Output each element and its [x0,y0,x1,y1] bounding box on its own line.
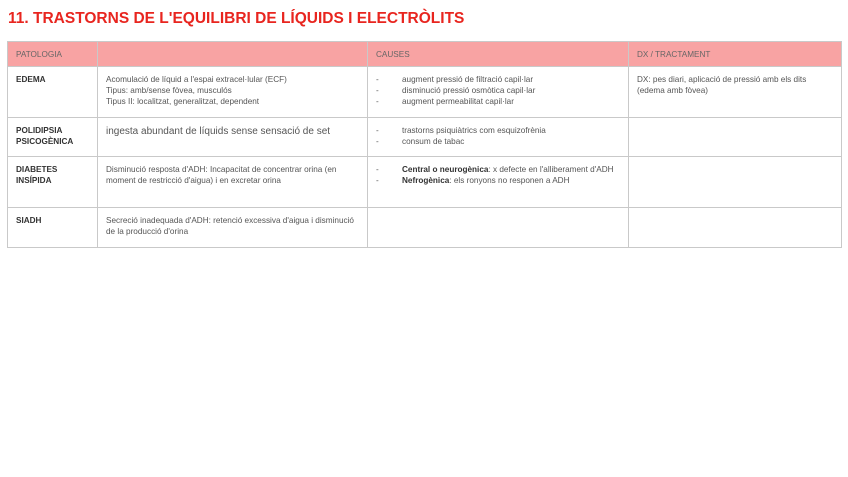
description-line: Acomulació de líquid a l'espai extracel·lular (ECF) [106,75,287,84]
header-dx: DX / TRACTAMENT [629,42,842,67]
pathology-name: EDEMA [8,67,98,118]
cause-bold: Nefrogènica [402,176,450,185]
table-row [8,157,842,208]
cause-item: - augment pressió de filtració capil·lar [376,74,620,85]
dx-cell: DX: pes diari, aplicació de pressió amb els dits (edema amb fòvea) [629,67,842,118]
header-description [98,42,368,67]
cause-item [376,164,620,175]
disorders-table [7,41,842,248]
cause-item: - consum de tabac [376,136,620,147]
cause-bold: Central o neurogènica [402,165,489,174]
cause-item: - disminució pressió osmòtica capil·lar [376,85,620,96]
dx-cell [629,118,842,157]
cause-item: - augment permeabilitat capil·lar [376,96,620,107]
cause-item: - trastorns psiquiàtrics com esquizofrènia [376,125,620,136]
dx-cell [629,157,842,208]
description-cell: ingesta abundant de líquids sense sensació de set [98,118,368,157]
table-row [8,118,842,157]
cause-text: : els ronyons no responen a ADH [449,176,570,185]
cause-text: : x defecte en l'alliberament d'ADH [488,165,614,174]
pathology-name: SIADH [8,208,98,248]
table-row [8,67,842,118]
causes-cell [368,67,629,118]
description-cell [98,67,368,118]
dx-cell [629,208,842,248]
table-header-row [8,42,842,67]
causes-cell [368,208,629,248]
description-line: Tipus II: localitzat, generalitzat, dependent [106,97,260,106]
pathology-name: DIABETES INSÍPIDA [8,157,98,208]
cause-item [376,175,620,186]
header-patologia: PATOLOGIA [8,42,98,67]
header-causes: CAUSES [368,42,629,67]
pathology-name: POLIDIPSIA PSICOGÈNICA [8,118,98,157]
description-line: Tipus: amb/sense fòvea, musculós [106,86,232,95]
causes-cell [368,157,629,208]
description-cell: Disminució resposta d'ADH: Incapacitat de concentrar orina (en moment de restricció d'aigua) i en excretar orina [98,157,368,208]
description-cell: Secreció inadequada d'ADH: retenció excessiva d'aigua i disminució de la producció d'orina [98,208,368,248]
causes-cell [368,118,629,157]
page-title: 11. TRASTORNS DE L'EQUILIBRI DE LÍQUIDS I ELECTRÒLITS [8,10,465,27]
table-row [8,208,842,248]
